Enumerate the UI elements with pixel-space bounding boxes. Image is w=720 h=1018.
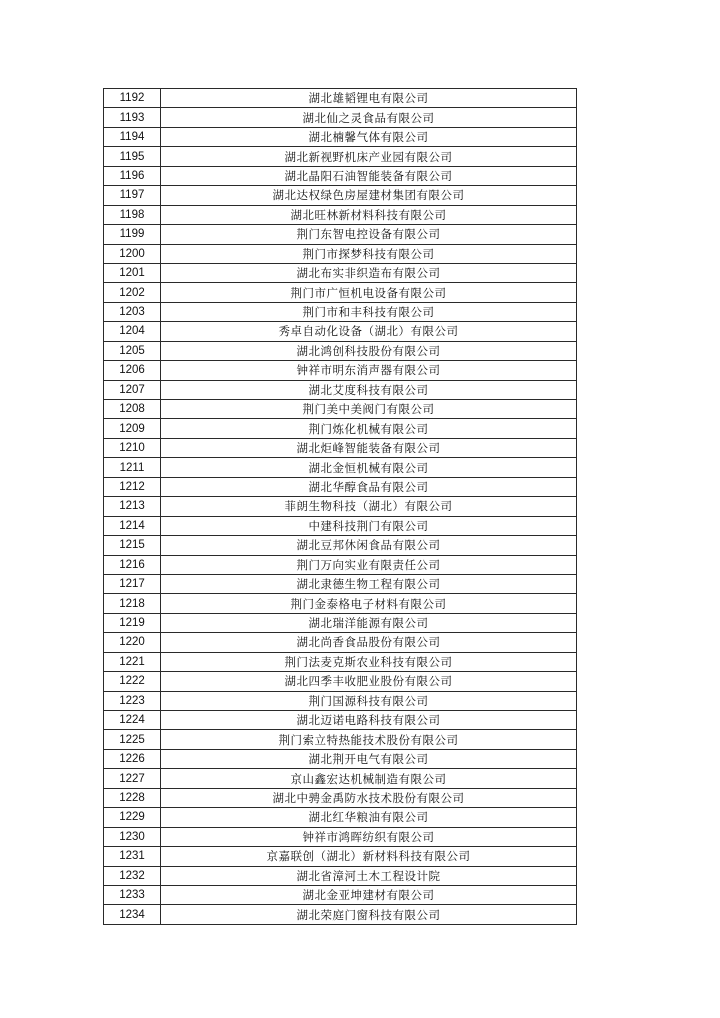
company-name: 荆门炼化机械有限公司 (161, 419, 577, 438)
company-name: 钟祥市鸿晖纺织有限公司 (161, 827, 577, 846)
row-number: 1222 (104, 672, 161, 691)
table-row (104, 147, 577, 166)
table-row (104, 769, 577, 788)
row-number: 1195 (104, 147, 161, 166)
company-name: 湖北华醇食品有限公司 (161, 477, 577, 496)
row-number: 1223 (104, 691, 161, 710)
row-number: 1230 (104, 827, 161, 846)
table-row (104, 613, 577, 632)
company-name: 荆门金泰格电子材料有限公司 (161, 594, 577, 613)
row-number: 1192 (104, 89, 161, 108)
company-name: 湖北金恒机械有限公司 (161, 458, 577, 477)
row-number: 1209 (104, 419, 161, 438)
table-row (104, 497, 577, 516)
company-name: 湖北四季丰收肥业股份有限公司 (161, 672, 577, 691)
table-row (104, 555, 577, 574)
company-name: 湖北荣庭门窗科技有限公司 (161, 905, 577, 924)
company-name: 湖北红华粮油有限公司 (161, 808, 577, 827)
row-number: 1233 (104, 885, 161, 904)
row-number: 1214 (104, 516, 161, 535)
company-name: 湖北迈诺电路科技有限公司 (161, 711, 577, 730)
company-name: 湖北中骋金禹防水技术股份有限公司 (161, 788, 577, 807)
company-name: 湖北艾度科技有限公司 (161, 380, 577, 399)
company-name: 湖北旺林新材料科技有限公司 (161, 205, 577, 224)
table-row (104, 166, 577, 185)
row-number: 1226 (104, 749, 161, 768)
company-list-table (103, 88, 577, 925)
table-row (104, 361, 577, 380)
row-number: 1228 (104, 788, 161, 807)
table-row (104, 536, 577, 555)
table-row (104, 89, 577, 108)
table-row (104, 885, 577, 904)
table-row (104, 788, 577, 807)
company-name: 湖北布实非织造布有限公司 (161, 263, 577, 282)
row-number: 1211 (104, 458, 161, 477)
company-name: 中建科技荆门有限公司 (161, 516, 577, 535)
company-name: 菲朗生物科技（湖北）有限公司 (161, 497, 577, 516)
company-name: 湖北雄韬锂电有限公司 (161, 89, 577, 108)
table-row (104, 419, 577, 438)
company-name: 荆门市广恒机电设备有限公司 (161, 283, 577, 302)
row-number: 1225 (104, 730, 161, 749)
row-number: 1227 (104, 769, 161, 788)
table-row (104, 205, 577, 224)
company-name: 湖北新视野机床产业园有限公司 (161, 147, 577, 166)
row-number: 1198 (104, 205, 161, 224)
table-row (104, 400, 577, 419)
row-number: 1220 (104, 633, 161, 652)
company-name: 湖北荆开电气有限公司 (161, 749, 577, 768)
row-number: 1203 (104, 302, 161, 321)
company-name: 荆门万向实业有限责任公司 (161, 555, 577, 574)
row-number: 1216 (104, 555, 161, 574)
company-name: 京嘉联创（湖北）新材料科技有限公司 (161, 847, 577, 866)
company-name: 湖北鸿创科技股份有限公司 (161, 341, 577, 360)
row-number: 1196 (104, 166, 161, 185)
row-number: 1219 (104, 613, 161, 632)
table-row (104, 127, 577, 146)
table-row (104, 574, 577, 593)
table-row (104, 302, 577, 321)
row-number: 1207 (104, 380, 161, 399)
row-number: 1217 (104, 574, 161, 593)
row-number: 1221 (104, 652, 161, 671)
company-name: 京山鑫宏达机械制造有限公司 (161, 769, 577, 788)
company-name: 荆门索立特热能技术股份有限公司 (161, 730, 577, 749)
table-row (104, 244, 577, 263)
company-name: 荆门国源科技有限公司 (161, 691, 577, 710)
row-number: 1218 (104, 594, 161, 613)
company-name: 荆门法麦克斯农业科技有限公司 (161, 652, 577, 671)
row-number: 1224 (104, 711, 161, 730)
table-row (104, 283, 577, 302)
company-name: 荆门市探梦科技有限公司 (161, 244, 577, 263)
table-row (104, 458, 577, 477)
table-row (104, 691, 577, 710)
table-row (104, 905, 577, 924)
company-name: 湖北仙之灵食品有限公司 (161, 108, 577, 127)
row-number: 1208 (104, 400, 161, 419)
table-row (104, 594, 577, 613)
row-number: 1197 (104, 186, 161, 205)
company-name: 湖北金亚坤建材有限公司 (161, 885, 577, 904)
company-name: 荆门美中美阀门有限公司 (161, 400, 577, 419)
company-name: 湖北晶阳石油智能装备有限公司 (161, 166, 577, 185)
row-number: 1210 (104, 438, 161, 457)
company-name: 湖北瑞洋能源有限公司 (161, 613, 577, 632)
table-row (104, 516, 577, 535)
company-name: 湖北尚香食品股份有限公司 (161, 633, 577, 652)
row-number: 1215 (104, 536, 161, 555)
company-name: 荆门东智电控设备有限公司 (161, 225, 577, 244)
company-name: 荆门市和丰科技有限公司 (161, 302, 577, 321)
table-row (104, 847, 577, 866)
table-row (104, 477, 577, 496)
row-number: 1232 (104, 866, 161, 885)
table-row (104, 730, 577, 749)
table-row (104, 263, 577, 282)
table-row (104, 380, 577, 399)
table-row (104, 225, 577, 244)
company-name: 湖北豆邦休闲食品有限公司 (161, 536, 577, 555)
table-row (104, 866, 577, 885)
table-row (104, 633, 577, 652)
table-row (104, 672, 577, 691)
row-number: 1200 (104, 244, 161, 263)
company-name: 钟祥市明东消声器有限公司 (161, 361, 577, 380)
row-number: 1201 (104, 263, 161, 282)
row-number: 1202 (104, 283, 161, 302)
row-number: 1229 (104, 808, 161, 827)
company-name: 湖北达权绿色房屋建材集团有限公司 (161, 186, 577, 205)
row-number: 1194 (104, 127, 161, 146)
row-number: 1231 (104, 847, 161, 866)
table-row (104, 438, 577, 457)
row-number: 1234 (104, 905, 161, 924)
row-number: 1206 (104, 361, 161, 380)
table-row (104, 322, 577, 341)
company-name: 湖北楠馨气体有限公司 (161, 127, 577, 146)
table-row (104, 827, 577, 846)
table-body (104, 89, 577, 925)
table-row (104, 749, 577, 768)
table-row (104, 341, 577, 360)
row-number: 1205 (104, 341, 161, 360)
table-row (104, 108, 577, 127)
company-name: 秀卓自动化设备（湖北）有限公司 (161, 322, 577, 341)
table-row (104, 186, 577, 205)
row-number: 1213 (104, 497, 161, 516)
row-number: 1199 (104, 225, 161, 244)
company-name: 湖北省漳河土木工程设计院 (161, 866, 577, 885)
table-row (104, 652, 577, 671)
company-name: 湖北隶德生物工程有限公司 (161, 574, 577, 593)
table-row (104, 711, 577, 730)
row-number: 1212 (104, 477, 161, 496)
row-number: 1193 (104, 108, 161, 127)
table-row (104, 808, 577, 827)
row-number: 1204 (104, 322, 161, 341)
company-name: 湖北炬峰智能装备有限公司 (161, 438, 577, 457)
